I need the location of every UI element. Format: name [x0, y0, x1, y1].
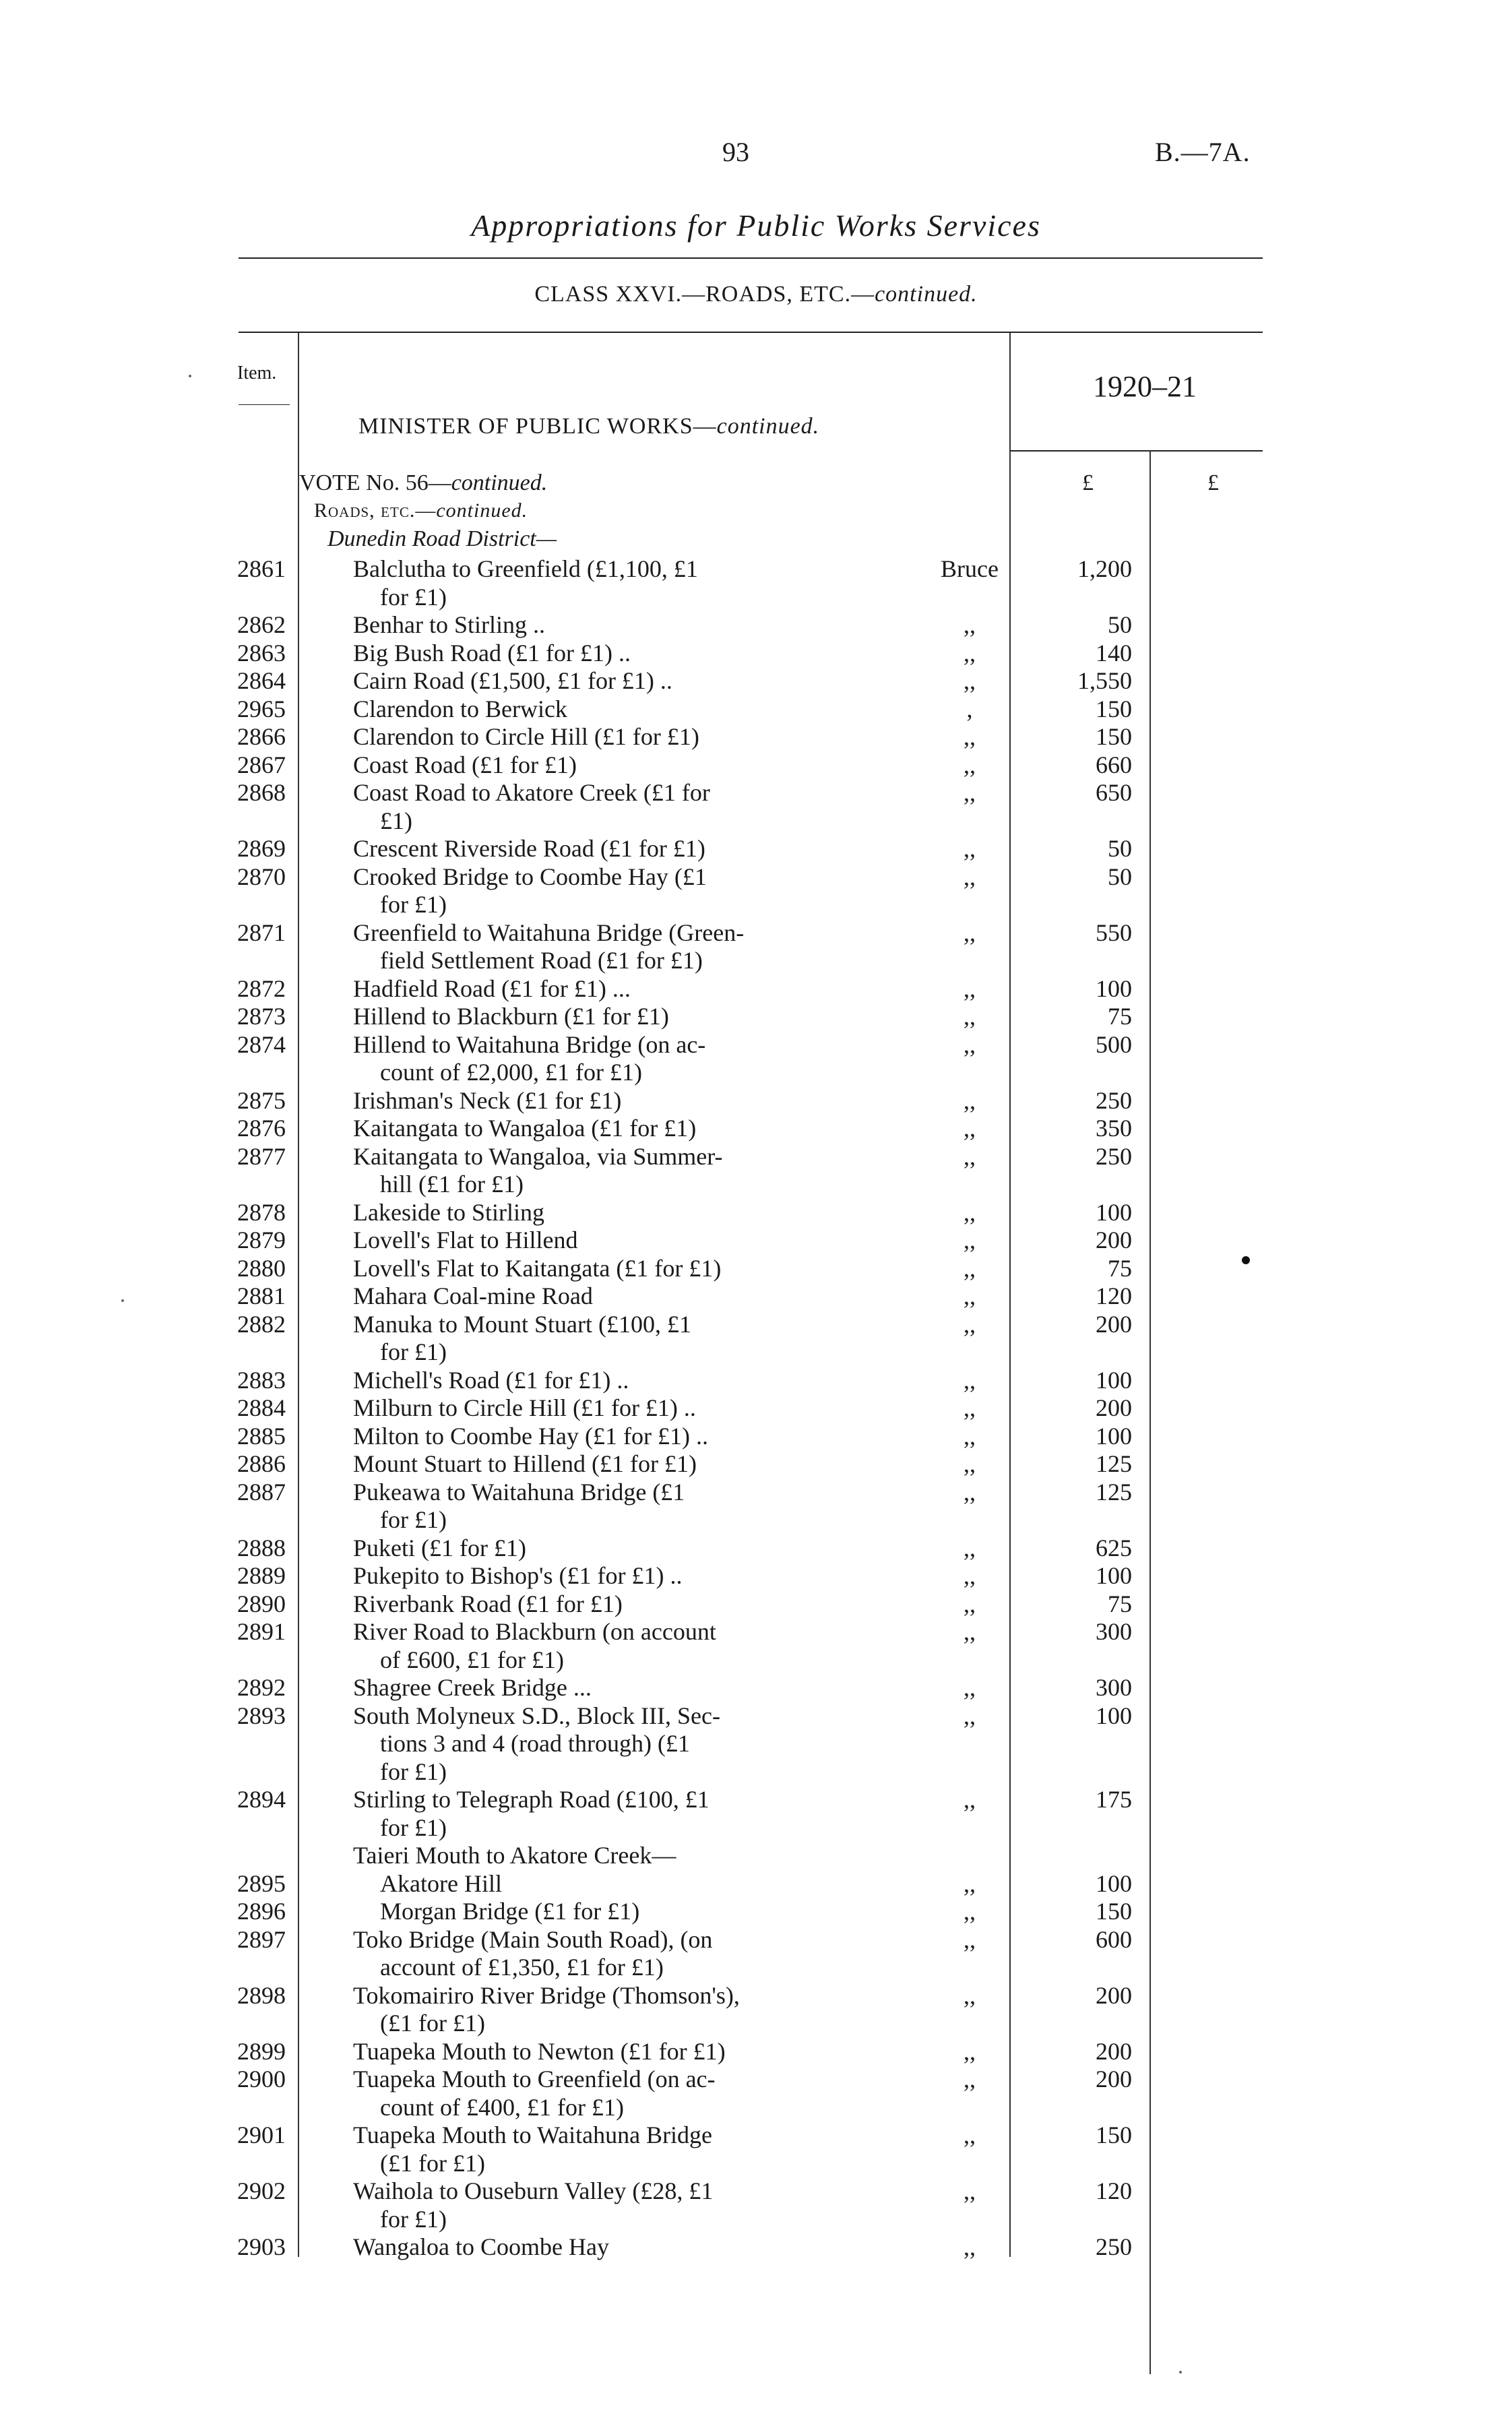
item-number: 2879 — [237, 1227, 286, 1253]
item-number: 2893 — [237, 1702, 286, 1729]
item-number: 2880 — [237, 1254, 286, 1282]
amount: 50 — [1108, 863, 1132, 890]
item-description-continuation: (£1 for £1) — [380, 2010, 485, 2037]
item-description-line: Balclutha to Greenfield (£1,100, £1 — [353, 555, 698, 582]
amount: 50 — [1108, 835, 1132, 862]
amount: 650 — [1096, 779, 1132, 806]
electorate: ,, — [964, 639, 976, 666]
class-heading-text: CLASS XXVI.—ROADS, ETC.— — [534, 282, 875, 307]
electorate: ,, — [964, 779, 976, 806]
amount: 1,550 — [1077, 667, 1132, 694]
item-number: 2884 — [237, 1394, 286, 1421]
amount: 100 — [1096, 1869, 1132, 1897]
item-number: 2903 — [237, 2233, 286, 2260]
item-description-line: Pukeawa to Waitahuna Bridge (£1 — [353, 1478, 685, 1506]
electorate: ,, — [964, 1086, 976, 1114]
item-description-line: Lovell's Flat to Kaitangata (£1 for £1) — [353, 1254, 722, 1282]
class-heading-continued: continued. — [875, 282, 978, 307]
item-description-continuation: hill (£1 for £1) — [380, 1171, 524, 1198]
item-description — [353, 1786, 838, 1842]
item-description-line: Riverbank Road (£1 for £1) — [353, 1590, 623, 1617]
amount: 250 — [1096, 1142, 1132, 1170]
amount: 250 — [1096, 2233, 1132, 2260]
item-description-line: Crooked Bridge to Coombe Hay (£1 — [353, 863, 707, 890]
item-number: 2883 — [237, 1366, 286, 1394]
amount: 175 — [1096, 1786, 1132, 1813]
item-description — [353, 2121, 838, 2177]
item-description — [353, 975, 838, 1003]
item-description — [353, 1674, 838, 1702]
year-split-rule — [1149, 450, 1151, 2374]
item-description-line: South Molyneux S.D., Block III, Sec- — [353, 1702, 720, 1729]
item-number: 2864 — [237, 667, 286, 694]
currency-symbol-col2: £ — [1207, 470, 1219, 495]
item-number: 2873 — [237, 1003, 286, 1030]
page-number: 93 — [722, 137, 749, 167]
electorate: ,, — [964, 1310, 976, 1338]
item-description — [353, 667, 838, 695]
electorate: ,, — [964, 1534, 976, 1561]
item-description-line: Big Bush Road (£1 for £1) .. — [353, 639, 631, 666]
electorate: ,, — [964, 1003, 976, 1030]
amount: 660 — [1096, 751, 1132, 778]
item-description — [353, 640, 838, 668]
amount: 100 — [1096, 1366, 1132, 1394]
electorate: ,, — [964, 1422, 976, 1450]
electorate: ,, — [964, 667, 976, 694]
item-description — [353, 1590, 838, 1619]
electorate: ,, — [964, 2177, 976, 2204]
electorate: ,, — [964, 1142, 976, 1170]
item-description — [353, 1702, 838, 1787]
electorate: ,, — [964, 1590, 976, 1617]
item-description-continuation: for £1) — [380, 583, 447, 611]
item-description-continuation: (£1 for £1) — [380, 2149, 485, 2177]
item-description-line: Kaitangata to Wangaloa (£1 for £1) — [353, 1115, 697, 1142]
item-number: 2882 — [237, 1310, 286, 1338]
item-description-continuation: count of £2,000, £1 for £1) — [380, 1059, 642, 1086]
item-description-continuation: for £1) — [380, 1758, 447, 1785]
electorate: ,, — [964, 751, 976, 778]
amount: 1,200 — [1077, 555, 1132, 582]
item-description — [353, 1562, 838, 1590]
electorate: ,, — [964, 1030, 976, 1058]
amount: 300 — [1096, 1618, 1132, 1645]
electorate: ,, — [964, 835, 976, 862]
item-description-continuation: for £1) — [380, 1338, 447, 1365]
minister-heading — [358, 414, 819, 439]
item-number: 2872 — [237, 974, 286, 1002]
year-header-rule — [1011, 450, 1263, 452]
amount: 100 — [1096, 1422, 1132, 1450]
amount: 50 — [1108, 611, 1132, 638]
item-description-line: Taieri Mouth to Akatore Creek— — [353, 1842, 676, 1869]
amount: 100 — [1096, 1562, 1132, 1589]
electorate: ,, — [964, 1786, 976, 1813]
roads-heading-continued: continued. — [436, 499, 528, 522]
item-number: 2881 — [237, 1282, 286, 1309]
item-description-continuation: field Settlement Road (£1 for £1) — [380, 947, 703, 974]
item-description — [353, 1311, 838, 1367]
item-number: 2877 — [237, 1142, 286, 1170]
item-description — [353, 863, 838, 919]
electorate: ,, — [964, 1562, 976, 1589]
amount: 500 — [1096, 1030, 1132, 1058]
item-description-line: Irishman's Neck (£1 for £1) — [353, 1086, 622, 1114]
item-description-line: Akatore Hill — [380, 1869, 502, 1897]
amount: 75 — [1108, 1254, 1132, 1282]
item-description-line: Shagree Creek Bridge ... — [353, 1674, 592, 1701]
item-description — [353, 919, 838, 975]
amount: 100 — [1096, 1198, 1132, 1226]
roads-heading-text: Roads, etc.— — [314, 499, 437, 522]
item-description-continuation: £1) — [380, 807, 412, 834]
electorate: ,, — [964, 1898, 976, 1925]
electorate: , — [966, 695, 973, 722]
item-number: 2878 — [237, 1198, 286, 1226]
amount: 250 — [1096, 1086, 1132, 1114]
minister-heading-text: MINISTER OF PUBLIC WORKS— — [358, 414, 717, 439]
item-header-rule — [239, 404, 290, 405]
minister-heading-continued: continued. — [716, 414, 820, 439]
electorate: ,, — [964, 1227, 976, 1253]
item-description-line: Stirling to Telegraph Road (£100, £1 — [353, 1786, 710, 1813]
item-description — [353, 1367, 838, 1395]
item-description-line: Michell's Road (£1 for £1) .. — [353, 1366, 629, 1394]
item-number: 2876 — [237, 1115, 286, 1142]
item-description — [353, 2233, 838, 2262]
item-description — [353, 835, 838, 863]
item-description-line: Waihola to Ouseburn Valley (£28, £1 — [353, 2177, 714, 2204]
ink-speck — [1179, 2371, 1182, 2374]
item-description-line: Milburn to Circle Hill (£1 for £1) .. — [353, 1394, 696, 1421]
item-number: 2866 — [237, 723, 286, 750]
item-description-line: Greenfield to Waitahuna Bridge (Green- — [353, 919, 745, 946]
amount: 120 — [1096, 1282, 1132, 1309]
electorate: ,, — [964, 1702, 976, 1729]
table-top-rule — [239, 332, 1263, 333]
item-description — [353, 1870, 865, 1898]
vote-heading-text: VOTE No. 56— — [299, 470, 451, 495]
amount: 600 — [1096, 1925, 1132, 1953]
amount: 125 — [1096, 1450, 1132, 1477]
item-description — [353, 611, 838, 640]
amount: 150 — [1096, 2121, 1132, 2148]
item-description — [353, 2038, 838, 2066]
item-description-line: Tuapeka Mouth to Greenfield (on ac- — [353, 2066, 716, 2092]
item-number: 2894 — [237, 1786, 286, 1813]
item-description — [353, 1926, 838, 1982]
item-description-continuation: tions 3 and 4 (road through) (£1 — [380, 1730, 690, 1757]
electorate: ,, — [964, 1450, 976, 1477]
item-description-continuation: account of £1,350, £1 for £1) — [380, 1954, 664, 1981]
item-description-line: Hillend to Blackburn (£1 for £1) — [353, 1003, 669, 1030]
amount: 350 — [1096, 1115, 1132, 1142]
item-description-continuation: of £600, £1 for £1) — [380, 1646, 564, 1673]
item-description — [353, 779, 838, 835]
item-number: 2874 — [237, 1030, 286, 1058]
ink-speck — [189, 375, 191, 377]
item-description-line: Milton to Coombe Hay (£1 for £1) .. — [353, 1422, 708, 1450]
amount: 140 — [1096, 639, 1132, 666]
item-description-line: Coast Road to Akatore Creek (£1 for — [353, 779, 710, 806]
item-description — [353, 1115, 838, 1143]
item-number: 2888 — [237, 1534, 286, 1561]
item-number: 2896 — [237, 1898, 286, 1925]
item-description-continuation: for £1) — [380, 1506, 447, 1533]
electorate: ,, — [964, 2037, 976, 2065]
item-number: 2901 — [237, 2121, 286, 2148]
item-description — [353, 1003, 838, 1031]
item-description-line: Lakeside to Stirling — [353, 1198, 544, 1226]
amount: 150 — [1096, 695, 1132, 722]
item-description-continuation: for £1) — [380, 1813, 447, 1841]
ink-speck — [121, 1299, 124, 1302]
electorate: ,, — [964, 1618, 976, 1645]
electorate: ,, — [964, 1254, 976, 1282]
item-description-line: Mahara Coal-mine Road — [353, 1282, 593, 1309]
item-description-line: Kaitangata to Wangaloa, via Summer- — [353, 1142, 723, 1170]
item-number: 2898 — [237, 1981, 286, 2009]
amount: 200 — [1096, 2066, 1132, 2092]
item-description — [353, 1087, 838, 1115]
electorate: ,, — [964, 1925, 976, 1953]
item-number: 2863 — [237, 639, 286, 666]
electorate: ,, — [964, 1869, 976, 1897]
amount: 75 — [1108, 1590, 1132, 1617]
item-description-line: Puketi (£1 for £1) — [353, 1534, 526, 1561]
item-column-rule — [298, 333, 299, 2257]
electorate: Bruce — [941, 555, 999, 582]
item-description-line: Pukepito to Bishop's (£1 for £1) .. — [353, 1562, 683, 1589]
electorate: ,, — [964, 1394, 976, 1421]
electorate: ,, — [964, 2233, 976, 2260]
item-description-line: Tuapeka Mouth to Newton (£1 for £1) — [353, 2037, 726, 2065]
item-number: 2897 — [237, 1925, 286, 1953]
vote-heading — [299, 470, 547, 496]
amount: 150 — [1096, 723, 1132, 750]
document-reference: B.—7A. — [1155, 137, 1251, 167]
item-description-continuation: count of £400, £1 for £1) — [380, 2093, 624, 2121]
item-description-line: Lovell's Flat to Hillend — [353, 1227, 578, 1253]
amount: 200 — [1096, 1227, 1132, 1253]
item-description — [353, 2066, 838, 2121]
amount: 150 — [1096, 1898, 1132, 1925]
item-description-line: Hadfield Road (£1 for £1) ... — [353, 974, 631, 1002]
item-description — [353, 2177, 838, 2233]
item-description — [353, 1982, 838, 2038]
amount: 625 — [1096, 1534, 1132, 1561]
item-number: 2886 — [237, 1450, 286, 1477]
item-description — [353, 695, 838, 724]
amount: 120 — [1096, 2177, 1132, 2204]
item-description — [353, 1282, 838, 1311]
item-description-line: Mount Stuart to Hillend (£1 for £1) — [353, 1450, 697, 1477]
item-number: 2868 — [237, 779, 286, 806]
item-number: 2862 — [237, 611, 286, 638]
item-number: 2871 — [237, 919, 286, 946]
item-number: 2890 — [237, 1590, 286, 1617]
item-description — [353, 1394, 838, 1423]
amount: 550 — [1096, 919, 1132, 946]
item-number: 2892 — [237, 1674, 286, 1701]
electorate: ,, — [964, 1366, 976, 1394]
item-description-line: Toko Bridge (Main South Road), (on — [353, 1925, 713, 1953]
item-description-line: Tokomairiro River Bridge (Thomson's), — [353, 1981, 740, 2009]
item-description-line: Benhar to Stirling .. — [353, 611, 545, 638]
ink-dot-mark — [1242, 1256, 1250, 1264]
item-number: 2887 — [237, 1478, 286, 1506]
amount: 200 — [1096, 1310, 1132, 1338]
amount: 75 — [1108, 1003, 1132, 1030]
item-description — [353, 1423, 838, 1451]
amount: 200 — [1096, 2037, 1132, 2065]
item-description-line: Clarendon to Circle Hill (£1 for £1) — [353, 723, 699, 750]
electorate: ,, — [964, 1115, 976, 1142]
item-number: 2902 — [237, 2177, 286, 2204]
item-description — [353, 1227, 838, 1255]
item-number: 2885 — [237, 1422, 286, 1450]
item-description-line: Morgan Bridge (£1 for £1) — [380, 1898, 640, 1925]
item-description — [353, 1479, 838, 1534]
item-description — [353, 1031, 838, 1087]
page-title: Appropriations for Public Works Services — [471, 208, 1041, 243]
item-description — [353, 751, 838, 780]
class-heading — [0, 282, 1512, 307]
item-description-continuation: for £1) — [380, 2205, 447, 2233]
item-description-continuation: for £1) — [380, 891, 447, 918]
item-number: 2895 — [237, 1869, 286, 1897]
vote-heading-continued: continued. — [451, 470, 548, 495]
roads-heading — [314, 499, 528, 522]
item-description — [353, 1143, 838, 1199]
item-number: 2899 — [237, 2037, 286, 2065]
item-number: 2867 — [237, 751, 286, 778]
electorate: ,, — [964, 611, 976, 638]
electorate: ,, — [964, 2121, 976, 2148]
amount: 200 — [1096, 1394, 1132, 1421]
electorate: ,, — [964, 2066, 976, 2092]
item-description — [353, 1534, 838, 1563]
item-description-line: Tuapeka Mouth to Waitahuna Bridge — [353, 2121, 713, 2148]
amount: 100 — [1096, 1702, 1132, 1729]
item-description-line: Crescent Riverside Road (£1 for £1) — [353, 835, 705, 862]
electorate: ,, — [964, 863, 976, 890]
item-description — [353, 1450, 838, 1479]
item-description — [353, 1898, 865, 1926]
item-number: 2861 — [237, 555, 286, 582]
item-description — [353, 1618, 838, 1674]
amount: 300 — [1096, 1674, 1132, 1701]
electorate: ,, — [964, 723, 976, 750]
title-divider — [239, 257, 1263, 259]
item-description — [353, 1255, 838, 1283]
electorate: ,, — [964, 1282, 976, 1309]
item-column-header: Item. — [237, 363, 277, 383]
item-description-line: River Road to Blackburn (on account — [353, 1618, 716, 1645]
item-description — [353, 555, 838, 611]
item-description — [353, 723, 838, 751]
item-number: 2891 — [237, 1618, 286, 1645]
item-description-line: Cairn Road (£1,500, £1 for £1) .. — [353, 667, 672, 694]
electorate: ,, — [964, 1674, 976, 1701]
amount: 100 — [1096, 974, 1132, 1002]
district-heading: Dunedin Road District— — [327, 526, 557, 551]
item-number: 2870 — [237, 863, 286, 890]
year-column-header: 1920–21 — [1093, 370, 1197, 403]
currency-symbol-col1: £ — [1082, 470, 1094, 495]
electorate: ,, — [964, 974, 976, 1002]
electorate: ,, — [964, 1198, 976, 1226]
item-description-line: Hillend to Waitahuna Bridge (on ac- — [353, 1030, 706, 1058]
item-number: 2869 — [237, 835, 286, 862]
item-description-line: Coast Road (£1 for £1) — [353, 751, 577, 778]
item-number: 2900 — [237, 2066, 286, 2092]
amount: 200 — [1096, 1981, 1132, 2009]
electorate: ,, — [964, 1478, 976, 1506]
amount: 125 — [1096, 1478, 1132, 1506]
item-description-line: Clarendon to Berwick — [353, 695, 567, 722]
item-description-line: Manuka to Mount Stuart (£100, £1 — [353, 1310, 691, 1338]
item-description-line: Wangaloa to Coombe Hay — [353, 2233, 610, 2260]
item-number: 2889 — [237, 1562, 286, 1589]
item-number: 2875 — [237, 1086, 286, 1114]
electorate: ,, — [964, 1981, 976, 2009]
item-description — [353, 1199, 838, 1227]
item-number: 2965 — [237, 695, 286, 722]
electorate: ,, — [964, 919, 976, 946]
item-description — [353, 1842, 838, 1870]
